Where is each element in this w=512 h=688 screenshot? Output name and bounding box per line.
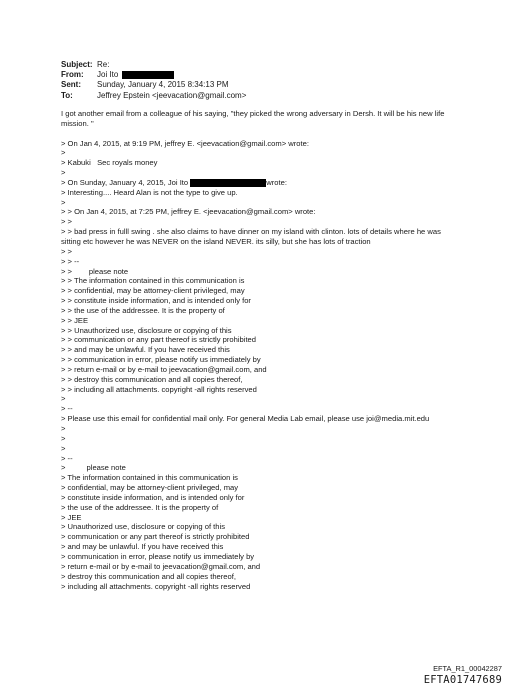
quote-line: > please note xyxy=(61,463,126,473)
to-label: To: xyxy=(61,90,73,100)
quote-line: > and may be unlawful. If you have received this xyxy=(61,542,224,552)
quote-line: > On Jan 4, 2015, at 9:19 PM, jeffrey E. <jeevacation@gmail.com> wrote: xyxy=(61,138,309,148)
quote-line: > > return e-mail or by e-mail to jeevacation@gmail.com, and xyxy=(61,364,267,374)
bates-number-primary: EFTA_R1_00042287 xyxy=(433,664,502,673)
bates-number-secondary: EFTA01747689 xyxy=(423,674,502,686)
quote-line: > xyxy=(61,394,66,404)
quote-line: > confidential, may be attorney-client privileged, may xyxy=(61,483,239,493)
quote-line: > > communication or any part thereof is strictly prohibited xyxy=(61,335,256,345)
quote-line: > JEE xyxy=(61,512,82,522)
quote-line: > > xyxy=(61,246,72,256)
quote-line: > > please note xyxy=(61,266,129,276)
quote-line: > constitute inside information, and is intended only for xyxy=(61,492,245,502)
quote-line: > the use of the addressee. It is the property of xyxy=(61,502,219,512)
quote-line: > > constitute inside information, and is intended only for xyxy=(61,296,251,306)
quote-line: > > Unauthorized use, disclosure or copying of this xyxy=(61,325,232,335)
quote-line: > > On Jan 4, 2015, at 7:25 PM, jeffrey E. <jeevacation@gmail.com> wrote: xyxy=(61,207,316,217)
quote-line: > -- xyxy=(61,404,73,414)
from-label: From: xyxy=(61,70,84,80)
quote-line: > Unauthorized use, disclosure or copying of this xyxy=(61,522,225,532)
quote-paragraph: > Please use this email for confidential mail only. For general Media Lab email, please use joi@media.mit.edu xyxy=(61,414,430,424)
quote-line: > > including all attachments. copyright -all rights reserved xyxy=(61,384,257,394)
quote-line: > xyxy=(61,197,66,207)
quote-line: > xyxy=(61,148,66,158)
quote-line: > > xyxy=(61,217,72,227)
quote-line: > return e-mail or by e-mail to jeevacation@gmail.com, and xyxy=(61,561,261,571)
intro-paragraph: I got another email from a colleague of his saying, "they picked the wrong adversary in Dersh. It will be his new life mission. " xyxy=(61,109,445,128)
email-header xyxy=(61,60,246,101)
quote-line: > destroy this communication and all copies thereof, xyxy=(61,571,236,581)
quote-line: > xyxy=(61,168,66,178)
subject-value: Re: xyxy=(97,60,110,69)
quote-line: > > -- xyxy=(61,256,80,266)
quote-line: > On Sunday, January 4, 2015, Joi Ito wrote: xyxy=(61,177,287,187)
from-value: Joi Ito xyxy=(97,70,119,80)
quote-line: > communication or any part thereof is strictly prohibited xyxy=(61,532,250,542)
redaction-box xyxy=(190,179,266,187)
to-row xyxy=(61,91,246,101)
quote-line: > including all attachments. copyright -all rights reserved xyxy=(61,581,251,591)
quote-line: > > JEE xyxy=(61,315,89,325)
from-row xyxy=(61,70,246,80)
sent-label: Sent: xyxy=(61,80,81,90)
redaction-box xyxy=(122,71,174,79)
quote-line: > xyxy=(61,424,66,433)
quote-line: > > the use of the addressee. It is the property of xyxy=(61,305,225,315)
quote-line: > > The information contained in this communication is xyxy=(61,276,245,286)
quote-line: > > destroy this communication and all copies thereof, xyxy=(61,374,243,384)
quote-line: > Interesting.... Heard Alan is not the type to give up. xyxy=(61,187,238,197)
subject-label: Subject: xyxy=(61,60,93,69)
quote-line: > xyxy=(61,443,66,453)
to-value: Jeffrey Epstein <jeevacation@gmail.com> xyxy=(97,90,247,100)
email-body xyxy=(61,109,461,591)
subject-row xyxy=(61,60,246,70)
quote-line: > The information contained in this communication is xyxy=(61,473,238,483)
sent-row xyxy=(61,80,246,90)
quote-line: > -- xyxy=(61,453,73,463)
quote-paragraph: > > bad press in fulll swing . she also claims to have dinner on my island with clinton. lots of details where he was sitting etc however he was NEVER on the island NEVER. its silly, but she has lots of traction xyxy=(61,227,441,246)
quote-line: > communication in error, please notify us immediately by xyxy=(61,551,255,561)
quote-line: > xyxy=(61,433,66,443)
quote-line: > > confidential, may be attorney-client privileged, may xyxy=(61,286,245,296)
sent-value: Sunday, January 4, 2015 8:34:13 PM xyxy=(97,80,229,90)
quote-line: > Kabuki Sec royals money xyxy=(61,158,158,168)
quote-line: > > communication in error, please notify us immediately by xyxy=(61,355,261,365)
quote-line: > > and may be unlawful. If you have received this xyxy=(61,345,230,355)
